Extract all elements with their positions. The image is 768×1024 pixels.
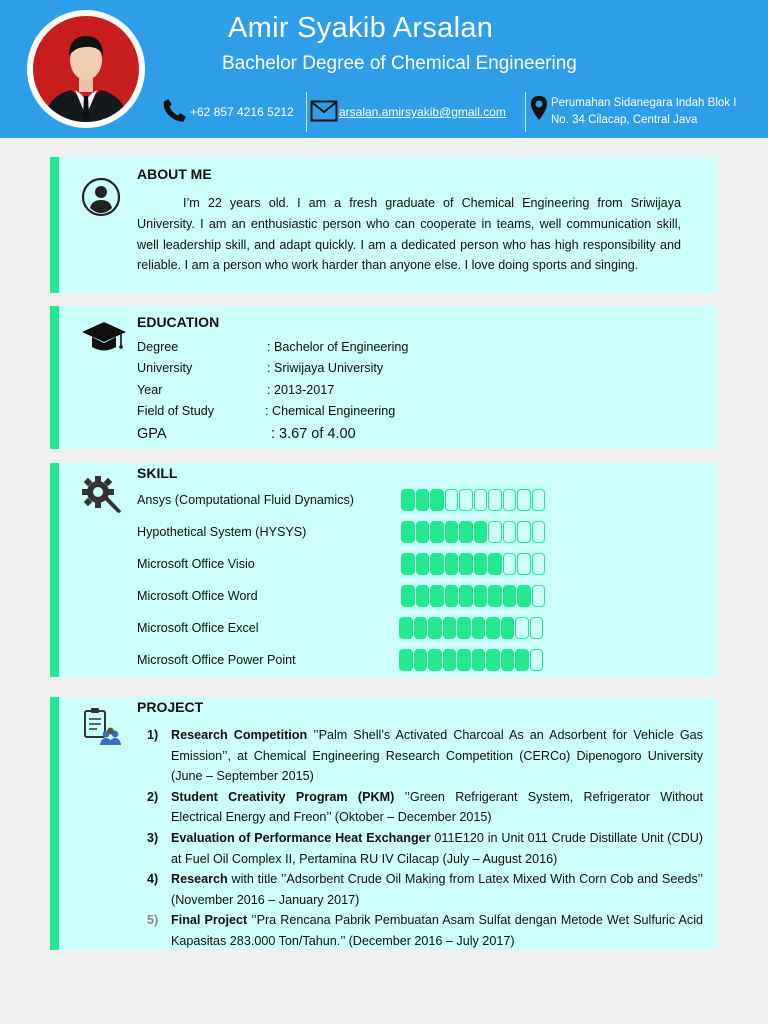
contact-divider xyxy=(525,92,526,132)
skill-segment-filled xyxy=(428,617,442,639)
skill-segment-filled xyxy=(457,649,471,671)
project-number: 5) xyxy=(147,913,159,928)
project-description: with title ’’Adsorbent Crude Oil Making from Latex Mixed With Corn Cob and Seeds’’ (November 2016 – January 2017) xyxy=(171,872,703,907)
project-heading: Research xyxy=(171,872,228,887)
skill-segment-filled xyxy=(430,553,444,575)
skill-segment-filled xyxy=(401,585,415,607)
skill-segment-filled xyxy=(488,553,502,575)
education-title: EDUCATION xyxy=(137,314,220,330)
phone-number: +62 857 4216 5212 xyxy=(190,105,294,119)
envelope-icon xyxy=(310,100,338,125)
skill-segment-empty xyxy=(503,553,517,575)
project-description: ’’Green Refrigerant System, Refrigerator Without Electrical Energy and Freon’’ (Oktober – December 2015) xyxy=(171,789,703,825)
skill-level-bar xyxy=(401,585,545,607)
project-list xyxy=(147,725,703,952)
profile-photo-frame xyxy=(27,10,145,128)
skill-segment-filled xyxy=(474,521,488,543)
project-number: 2) xyxy=(147,789,159,804)
header-banner xyxy=(0,0,768,138)
project-item xyxy=(147,725,703,787)
skill-level-bar xyxy=(401,521,545,543)
skill-level-bar xyxy=(401,489,545,511)
skill-segment-filled xyxy=(399,617,413,639)
skill-segment-filled xyxy=(459,553,473,575)
about-section xyxy=(50,157,717,293)
education-row-university: University : Sriwijaya University xyxy=(137,361,384,375)
gears-wrench-icon xyxy=(81,475,123,520)
project-number: 1) xyxy=(147,728,159,742)
user-avatar-icon xyxy=(81,177,121,222)
education-row-degree: Degree : Bachelor of Engineering xyxy=(137,340,409,354)
skill-name: Microsoft Office Word xyxy=(137,589,258,603)
clipboard-team-icon xyxy=(81,707,123,752)
skill-segment-empty xyxy=(503,489,517,511)
skill-segment-filled xyxy=(416,489,430,511)
phone-contact[interactable] xyxy=(160,92,294,132)
skill-level-bar xyxy=(401,553,545,575)
skill-segment-filled xyxy=(474,553,488,575)
skill-segment-empty xyxy=(503,521,517,543)
phone-icon xyxy=(160,96,190,129)
skill-segment-filled xyxy=(401,489,415,511)
skill-segment-filled xyxy=(414,649,428,671)
skill-segment-empty xyxy=(530,649,544,671)
project-description: ’’Pra Rencana Pabrik Pembuatan Asam Sulfat dengan Metode Wet Sulfuric Acid Kapasitas 283.000 Ton/Tahun.’’ (December 2016 – July 2017) xyxy=(171,913,703,948)
project-heading: Evaluation of Performance Heat Exchanger xyxy=(171,830,431,845)
skill-segment-filled xyxy=(416,521,430,543)
skill-segment-filled xyxy=(515,649,529,671)
education-section xyxy=(50,306,717,449)
skill-segment-filled xyxy=(457,617,471,639)
education-row-year: Year : 2013-2017 xyxy=(137,383,335,397)
skill-name: Hypothetical System (HYSYS) xyxy=(137,525,307,539)
skill-segment-filled xyxy=(486,617,500,639)
skill-segment-filled xyxy=(430,489,444,511)
email-address[interactable]: arsalan.amirsyakib@gmail.com xyxy=(339,105,506,119)
skill-segment-empty xyxy=(474,489,488,511)
project-heading: Final Project xyxy=(171,913,248,928)
skill-segment-filled xyxy=(399,649,413,671)
skill-segment-filled xyxy=(472,649,486,671)
skill-segment-empty xyxy=(517,521,531,543)
about-text: I’m 22 years old. I am a fresh graduate of Chemical Engineering from Sriwijaya University. I am an enthusiastic person who can cooperate in teams, well communication skill, well leadership skill, and adapt quickly. I am a dedicated person who has high responsibility and reliable. I am a person who work harder than anyone else. I love doing sports and singing. xyxy=(137,196,681,273)
candidate-degree: Bachelor Degree of Chemical Engineering xyxy=(222,53,577,74)
skill-segment-filled xyxy=(443,617,457,639)
skill-segment-empty xyxy=(515,617,529,639)
skill-segment-filled xyxy=(488,585,502,607)
skill-name: Ansys (Computational Fluid Dynamics) xyxy=(137,493,354,507)
skill-segment-filled xyxy=(486,649,500,671)
education-row-field: Field of Study : Chemical Engineering xyxy=(137,404,396,418)
project-description: ’’Palm Shell’s Activated Charcoal As an Adsorbent for Vehicle Gas Emission’’, at Chemical Engineering Research Competition (CERCo) Dipenogoro University (June – September 2015) xyxy=(171,728,703,784)
project-item xyxy=(147,869,703,910)
address-line-1: Perumahan Sidanegara Indah Blok I xyxy=(551,97,737,109)
skill-segment-filled xyxy=(472,617,486,639)
skill-segment-filled xyxy=(401,521,415,543)
skill-segment-empty xyxy=(532,553,546,575)
project-title: PROJECT xyxy=(137,699,204,715)
skill-segment-filled xyxy=(428,649,442,671)
skill-segment-filled xyxy=(430,585,444,607)
skill-title: SKILL xyxy=(137,465,178,481)
address-contact xyxy=(530,92,736,132)
project-item xyxy=(147,787,703,828)
skill-segment-filled xyxy=(445,553,459,575)
project-item xyxy=(147,828,703,869)
skill-segment-empty xyxy=(517,489,531,511)
project-section xyxy=(50,697,717,950)
skill-segment-filled xyxy=(501,649,515,671)
skill-segment-filled xyxy=(501,617,515,639)
skill-segment-filled xyxy=(430,521,444,543)
skill-segment-empty xyxy=(488,521,502,543)
project-heading: Student Creativity Program (PKM) xyxy=(171,789,395,804)
candidate-name: Amir Syakib Arsalan xyxy=(228,12,494,44)
skill-section xyxy=(50,463,717,677)
education-row-gpa: GPA : 3.67 of 4.00 xyxy=(137,426,356,442)
skill-segment-empty xyxy=(517,553,531,575)
skill-segment-empty xyxy=(532,585,546,607)
skill-segment-filled xyxy=(459,585,473,607)
skill-segment-filled xyxy=(503,585,517,607)
skill-name: Microsoft Office Excel xyxy=(137,621,259,635)
project-heading: Research Competition xyxy=(171,728,308,742)
skill-segment-filled xyxy=(401,553,415,575)
contact-divider xyxy=(306,92,307,132)
skill-segment-filled xyxy=(445,585,459,607)
skill-segment-empty xyxy=(459,489,473,511)
skill-segment-filled xyxy=(416,553,430,575)
graduation-cap-icon xyxy=(81,318,127,361)
address-line-2: No. 34 Cilacap, Central Java xyxy=(551,114,698,126)
skill-level-bar xyxy=(399,649,543,671)
skill-name: Microsoft Office Visio xyxy=(137,557,255,571)
skill-segment-filled xyxy=(474,585,488,607)
project-description: 011E120 in Unit 011 Crude Distillate Unit (CDU) at Fuel Oil Complex II, Pertamina RU IV Cilacap (July – August 2016) xyxy=(171,830,703,866)
email-contact[interactable] xyxy=(310,92,506,132)
skill-segment-empty xyxy=(532,489,546,511)
skill-segment-filled xyxy=(443,649,457,671)
project-number: 4) xyxy=(147,872,159,887)
skill-segment-filled xyxy=(416,585,430,607)
skill-segment-filled xyxy=(517,585,531,607)
map-pin-icon xyxy=(530,95,548,127)
skill-level-bar xyxy=(399,617,543,639)
skill-segment-empty xyxy=(488,489,502,511)
skill-name: Microsoft Office Power Point xyxy=(137,653,296,667)
profile-photo xyxy=(33,16,139,122)
skill-segment-empty xyxy=(445,489,459,511)
skill-segment-filled xyxy=(459,521,473,543)
skill-segment-empty xyxy=(532,521,546,543)
project-item xyxy=(147,910,703,951)
project-number: 3) xyxy=(147,830,159,845)
skill-segment-filled xyxy=(445,521,459,543)
skill-segment-empty xyxy=(530,617,544,639)
about-title: ABOUT ME xyxy=(137,166,212,182)
skill-segment-filled xyxy=(414,617,428,639)
